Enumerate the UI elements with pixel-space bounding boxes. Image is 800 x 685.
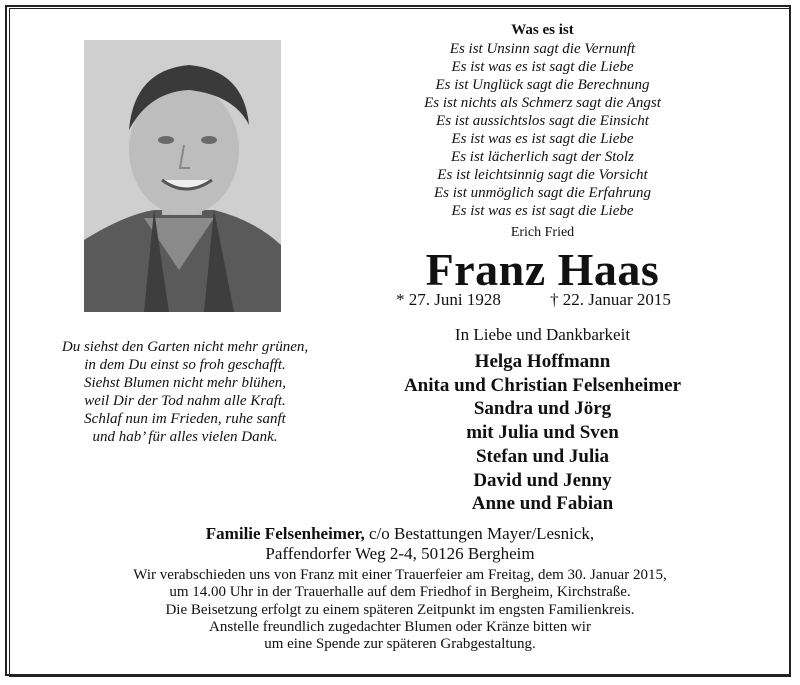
portrait-photo xyxy=(84,40,281,312)
contact-family-name: Familie Felsenheimer, xyxy=(205,524,365,543)
left-poem-line: Du siehst den Garten nicht mehr grünen, xyxy=(61,339,309,355)
poem xyxy=(380,40,705,220)
family-member: Stefan und Julia xyxy=(475,445,610,467)
family-member: Anne und Fabian xyxy=(471,493,614,515)
notice-line: Anstelle freundlich zugedachter Blumen oder Kränze bitten wir xyxy=(209,618,591,635)
contact-address-1: c/o Bestattungen Mayer/Lesnick, xyxy=(364,524,595,543)
poem-line: Es ist was es ist sagt die Liebe xyxy=(451,131,634,147)
family-member: Helga Hoffmann xyxy=(474,351,611,372)
dedication: In Liebe und Dankbarkeit xyxy=(454,325,631,344)
family-list xyxy=(370,350,715,516)
poem-line: Es ist was es ist sagt die Liebe xyxy=(451,59,634,75)
poem-line: Es ist was es ist sagt die Liebe xyxy=(451,203,634,219)
left-poem-line: weil Dir der Tod nahm alle Kraft. xyxy=(84,393,286,409)
funeral-notice xyxy=(40,567,760,653)
deceased-name: Franz Haas xyxy=(425,244,660,295)
contact-line-1 xyxy=(100,524,700,544)
poem-line: Es ist lächerlich sagt der Stolz xyxy=(451,149,634,165)
family-member: Anita und Christian Felsenheimer xyxy=(403,374,682,396)
left-poem-line: Schlaf nun im Frieden, ruhe sanft xyxy=(84,411,286,427)
poem-line: Es ist aussichtslos sagt die Einsicht xyxy=(436,113,649,129)
left-poem-line: in dem Du einst so froh geschafft. xyxy=(84,357,286,373)
notice-line: Wir verabschieden uns von Franz mit einer Trauerfeier am Freitag, dem 30. Januar 2015, xyxy=(133,567,667,583)
poem-title: Was es ist xyxy=(511,22,574,38)
family-member: mit Julia und Sven xyxy=(466,422,619,444)
birth-date: * 27. Juni 1928 xyxy=(396,290,501,309)
poem-line: Es ist leichtsinnig sagt die Vorsicht xyxy=(437,167,648,183)
contact-line-2: Paffendorfer Weg 2-4, 50126 Bergheim xyxy=(265,544,535,563)
left-poem-line: Siehst Blumen nicht mehr blühen, xyxy=(83,375,287,391)
notice-line: um eine Spende zur späteren Grabgestaltung. xyxy=(264,636,536,653)
poem-line: Es ist unmöglich sagt die Erfahrung xyxy=(433,185,652,201)
death-date: † 22. Januar 2015 xyxy=(550,290,671,309)
family-member: David und Jenny xyxy=(473,469,612,491)
family-member: Sandra und Jörg xyxy=(473,398,612,420)
left-poem xyxy=(30,338,340,446)
poem-line: Es ist nichts als Schmerz sagt die Angst xyxy=(424,95,661,111)
poem-line: Es ist Unsinn sagt die Vernunft xyxy=(449,41,636,57)
poem-author: Erich Fried xyxy=(510,225,575,240)
notice-line: Die Beisetzung erfolgt zu einem späteren Zeitpunkt im engsten Familienkreis. xyxy=(165,601,635,618)
left-poem-line: und hab’ für alles vielen Dank. xyxy=(92,429,278,445)
poem-line: Es ist Unglück sagt die Berechnung xyxy=(435,77,650,93)
notice-line: um 14.00 Uhr in der Trauerhalle auf dem Friedhof in Bergheim, Kirchstraße. xyxy=(169,584,631,601)
contact-block xyxy=(100,524,700,564)
